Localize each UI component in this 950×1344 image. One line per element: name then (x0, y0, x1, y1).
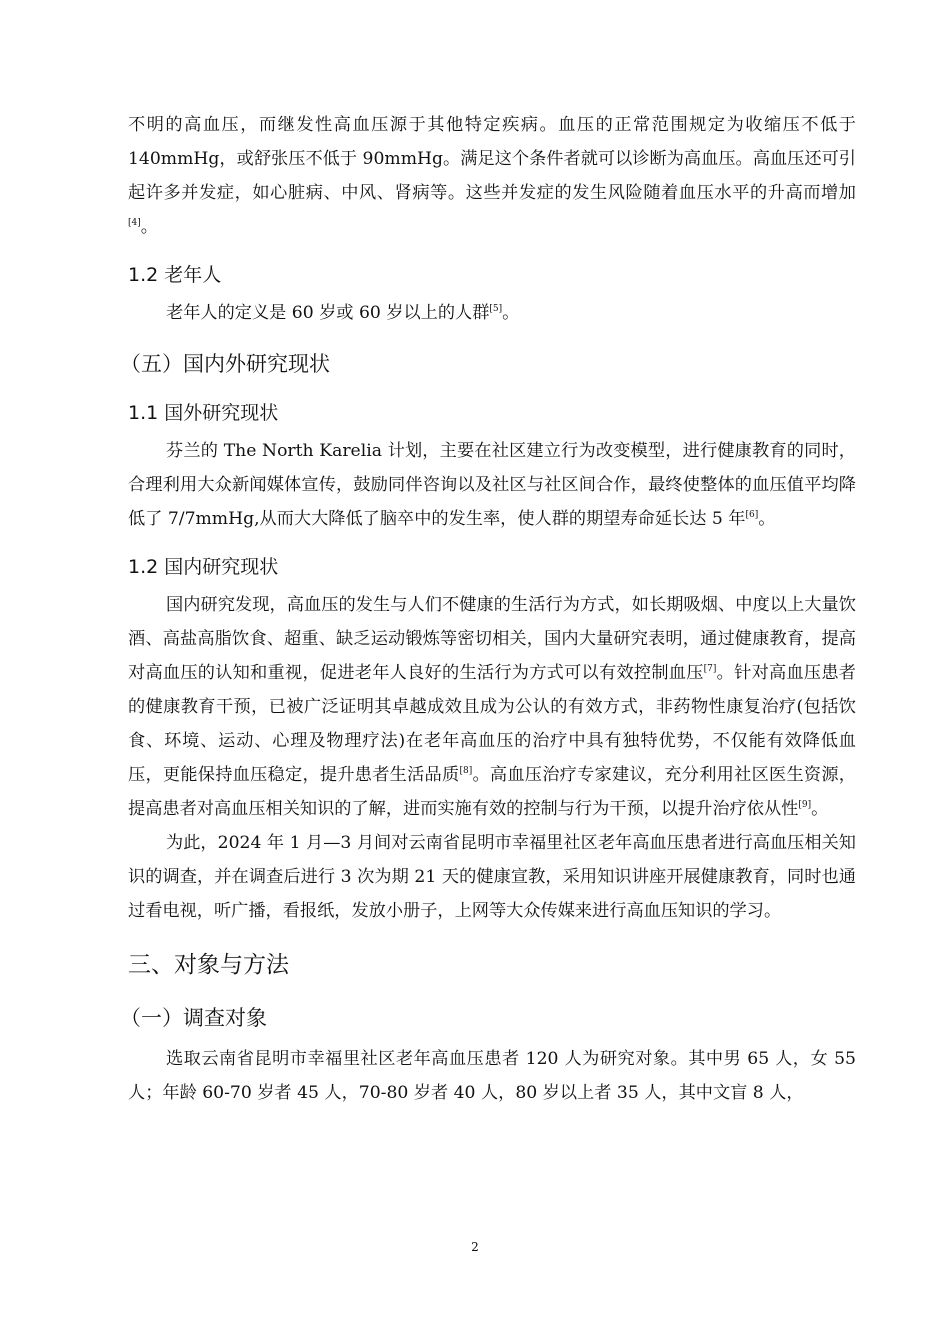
citation-9: [9] (798, 800, 812, 810)
citation-5: [5] (489, 304, 503, 314)
citation-7: [7] (703, 664, 717, 674)
citation-4: [4] (128, 218, 141, 228)
heading-foreign-research: 1.1 国外研究现状 (128, 402, 279, 424)
paragraph-survey-description: 为此，2024 年 1 月—3 月间对云南省昆明市幸福里社区老年高血压患者进行高血压相关知识的调查，并在调查后进行 3 次为期 21 天的健康宣教，采用知识讲座开展健康教育，同时也通过看电视，听广播，看报纸，发放小册子，上网等大众传媒来进行高血压知识的学习。 (128, 833, 856, 921)
paragraph-foreign-research: 芬兰的 The North Karelia 计划，主要在社区建立行为改变模型，进行健康教育的同时，合理利用大众新闻媒体宣传，鼓励同伴咨询以及社区与社区间合作，最终使整体的血压值平均降低了 7/7mmHg,从而大大降低了脑卒中的发生率，使人群的期望寿命延长达 5 年[6]。 (128, 441, 856, 529)
heading-survey-subjects: （一）调查对象 (120, 1006, 267, 1030)
paragraph-hypertension-definition: 不明的高血压，而继发性高血压源于其他特定疾病。血压的正常范围规定为收缩压不低于 140mmHg，或舒张压不低于 90mmHg。满足这个条件者就可以诊断为高血压。高血压还可引起许多并发症，如心脏病、中风、肾病等。这些并发症的发生风险随着血压水平的升高而增加[4]。 (128, 115, 856, 237)
paragraph-survey-subjects: 选取云南省昆明市幸福里社区老年高血压患者 120 人为研究对象。其中男 65 人，女 55 人；年龄 60-70 岁者 45 人，70-80 岁者 40 人，80 岁以上者 35 人，其中文盲 8 人， (128, 1049, 856, 1103)
heading-elderly: 1.2 老年人 (128, 264, 222, 286)
heading-research-status: （五）国内外研究现状 (120, 352, 330, 376)
document-body (120, 108, 856, 1110)
citation-6: [6] (745, 510, 759, 520)
page-number: 2 (471, 1240, 479, 1254)
citation-8: [8] (459, 766, 473, 776)
heading-domestic-research: 1.2 国内研究现状 (128, 556, 279, 578)
paragraph-domestic-research: 国内研究发现，高血压的发生与人们不健康的生活行为方式，如长期吸烟、中度以上大量饮酒、高盐高脂饮食、超重、缺乏运动锻炼等密切相关，国内大量研究表明，通过健康教育，提高对高血压的认知和重视，促进老年人良好的生活行为方式可以有效控制血压[7]。针对高血压患者的健康教育干预，已被广泛证明其卓越成效且成为公认的有效方式，非药物性康复治疗(包括饮食、环境、运动、心理及物理疗法)在老年高血压的治疗中具有独特优势，不仅能有效降低血压，更能保持血压稳定，提升患者生活品质[8]。高血压治疗专家建议，充分利用社区医生资源，提高患者对高血压相关知识的了解，进而实施有效的控制与行为干预，以提升治疗依从性[9]。 (128, 595, 856, 819)
heading-subjects-methods: 三、对象与方法 (128, 952, 289, 978)
paragraph-elderly-definition: 老年人的定义是 60 岁或 60 岁以上的人群[5]。 (166, 303, 520, 323)
